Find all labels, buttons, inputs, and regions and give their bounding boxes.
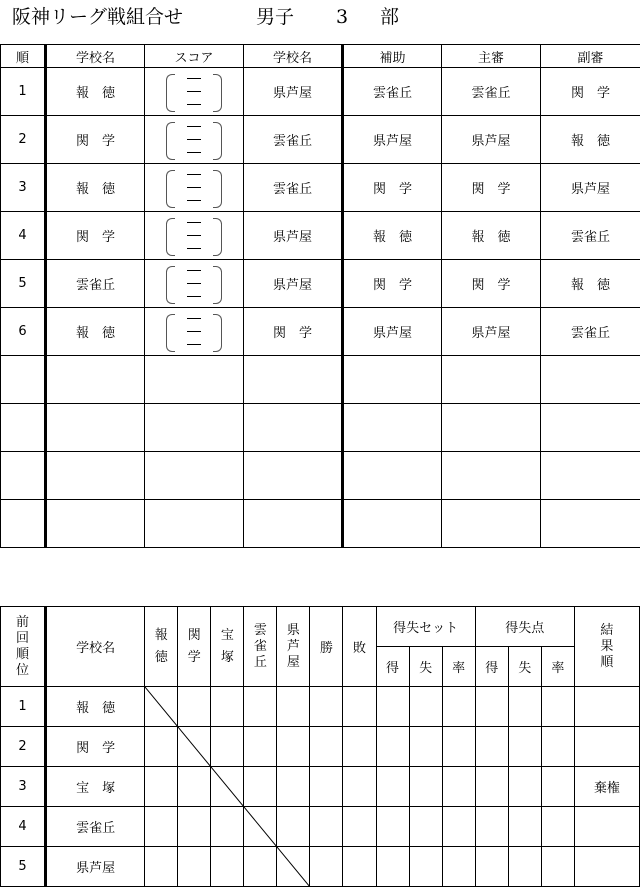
stat-cell — [475, 687, 508, 727]
empty-cell — [442, 500, 541, 548]
result-cell — [574, 847, 639, 887]
empty-cell — [343, 404, 442, 452]
right-bracket — [213, 314, 222, 352]
stat-cell — [376, 727, 409, 767]
schedule-empty-row — [1, 404, 640, 452]
schedule-row — [1, 212, 640, 260]
stat-cell — [508, 727, 541, 767]
schedule-sub: 雲雀丘 — [541, 212, 640, 260]
header-opponent-char: 県 — [286, 622, 300, 638]
score-cell — [145, 164, 244, 212]
header-point-diff: 得失点 — [475, 607, 574, 647]
self-match-cell — [145, 687, 178, 727]
header-sub-loss: 失 — [508, 647, 541, 687]
match-cell — [244, 727, 277, 767]
schedule-assist: 報 徳 — [343, 212, 442, 260]
self-match-cell — [244, 807, 277, 847]
stat-cell — [409, 727, 442, 767]
stat-cell — [376, 847, 409, 887]
standings-header-row-1 — [1, 607, 640, 647]
stat-cell — [343, 847, 376, 887]
schedule-chief: 関 学 — [442, 260, 541, 308]
score-dash — [187, 91, 201, 92]
gender-label: 男子 — [256, 6, 295, 28]
match-cell — [178, 767, 211, 807]
header-char: 順 — [600, 654, 614, 670]
schedule-row — [1, 116, 640, 164]
score-dash — [187, 222, 201, 223]
header-opponent — [145, 607, 178, 687]
stat-cell — [541, 727, 574, 767]
stat-cell — [343, 687, 376, 727]
header-school: 学校名 — [46, 607, 145, 687]
schedule-chief: 雲雀丘 — [442, 68, 541, 116]
score-dash — [187, 283, 201, 284]
schedule-sub: 雲雀丘 — [541, 308, 640, 356]
stat-cell — [442, 807, 475, 847]
empty-cell — [1, 404, 46, 452]
right-bracket — [213, 122, 222, 160]
empty-cell — [541, 500, 640, 548]
schedule-chief: 報 徳 — [442, 212, 541, 260]
prev-rank: 3 — [1, 767, 46, 807]
schedule-empty-row — [1, 452, 640, 500]
stat-cell — [508, 807, 541, 847]
empty-cell — [46, 500, 145, 548]
stat-cell — [475, 727, 508, 767]
stat-cell — [508, 767, 541, 807]
left-bracket — [166, 266, 175, 304]
score-dash — [187, 126, 201, 127]
empty-cell — [541, 404, 640, 452]
schedule-school-a: 報 徳 — [46, 68, 145, 116]
score-cell — [145, 116, 244, 164]
empty-cell — [145, 500, 244, 548]
stat-cell — [442, 727, 475, 767]
stat-cell — [310, 767, 343, 807]
stat-cell — [310, 847, 343, 887]
stat-cell — [541, 687, 574, 727]
match-cell — [211, 847, 244, 887]
header-opponent-char: 屋 — [286, 654, 300, 670]
stat-cell — [475, 807, 508, 847]
header-sub-rate: 率 — [442, 647, 475, 687]
schedule-school-a: 報 徳 — [46, 308, 145, 356]
stat-cell — [376, 807, 409, 847]
schedule-no: 3 — [1, 164, 46, 212]
match-cell — [145, 727, 178, 767]
header-opponent-char: 芦 — [286, 638, 300, 654]
score-bracket — [164, 72, 224, 112]
school-name: 報 徳 — [46, 687, 145, 727]
stat-cell — [310, 727, 343, 767]
empty-cell — [442, 356, 541, 404]
score-dash — [187, 318, 201, 319]
header-sub-loss: 失 — [409, 647, 442, 687]
right-bracket — [213, 218, 222, 256]
prev-rank: 5 — [1, 847, 46, 887]
match-cell — [244, 847, 277, 887]
stat-cell — [310, 687, 343, 727]
empty-cell — [343, 356, 442, 404]
standings-row — [1, 727, 640, 767]
score-dash — [187, 139, 201, 140]
schedule-school-a: 関 学 — [46, 116, 145, 164]
header-opponent-char: 報 — [154, 627, 168, 643]
header-opponent — [244, 607, 277, 687]
right-bracket — [213, 74, 222, 112]
standings-table — [0, 606, 640, 887]
schedule-row — [1, 68, 640, 116]
school-name: 雲雀丘 — [46, 807, 145, 847]
stat-cell — [310, 807, 343, 847]
self-match-cell — [211, 767, 244, 807]
stat-cell — [541, 847, 574, 887]
header-sub-gain: 得 — [376, 647, 409, 687]
header-char: 順 — [16, 646, 30, 662]
schedule-chief: 関 学 — [442, 164, 541, 212]
stat-cell — [409, 687, 442, 727]
score-dash — [187, 200, 201, 201]
score-dash — [187, 296, 201, 297]
empty-cell — [442, 452, 541, 500]
schedule-school-b: 県芦屋 — [244, 68, 343, 116]
header-school-a: 学校名 — [46, 45, 145, 68]
division-number: 3 — [336, 6, 349, 28]
stat-cell — [376, 767, 409, 807]
header-opponent — [178, 607, 211, 687]
empty-cell — [1, 356, 46, 404]
schedule-table — [0, 44, 640, 548]
header-chief: 主審 — [442, 45, 541, 68]
match-cell — [277, 727, 310, 767]
score-dash — [187, 78, 201, 79]
schedule-no: 5 — [1, 260, 46, 308]
header-opponent — [277, 607, 310, 687]
stat-cell — [442, 847, 475, 887]
empty-cell — [343, 500, 442, 548]
header-char: 前 — [16, 614, 30, 630]
empty-cell — [46, 356, 145, 404]
empty-cell — [46, 404, 145, 452]
standings-row — [1, 847, 640, 887]
match-cell — [277, 687, 310, 727]
header-opponent-char: 関 — [187, 627, 201, 643]
score-cell — [145, 212, 244, 260]
stat-cell — [475, 767, 508, 807]
header-opponent — [211, 607, 244, 687]
schedule-assist: 雲雀丘 — [343, 68, 442, 116]
stat-cell — [409, 807, 442, 847]
match-cell — [145, 767, 178, 807]
schedule-row — [1, 260, 640, 308]
header-opponent-char: 学 — [187, 649, 201, 665]
match-cell — [178, 807, 211, 847]
schedule-header-row — [1, 45, 640, 68]
result-cell: 棄権 — [574, 767, 639, 807]
header-char: 位 — [16, 662, 30, 678]
schedule-sub: 県芦屋 — [541, 164, 640, 212]
header-order: 順 — [1, 45, 46, 68]
diagonal-slash — [277, 847, 310, 887]
header-school-b: 学校名 — [244, 45, 343, 68]
schedule-no: 1 — [1, 68, 46, 116]
score-dash — [187, 270, 201, 271]
result-cell — [574, 807, 639, 847]
empty-cell — [46, 452, 145, 500]
schedule-sub: 報 徳 — [541, 116, 640, 164]
schedule-school-b: 雲雀丘 — [244, 164, 343, 212]
header-sub-rate: 率 — [541, 647, 574, 687]
stat-cell — [442, 767, 475, 807]
empty-cell — [343, 452, 442, 500]
schedule-school-a: 関 学 — [46, 212, 145, 260]
stat-cell — [442, 687, 475, 727]
school-name: 宝 塚 — [46, 767, 145, 807]
diagonal-slash — [178, 727, 211, 767]
schedule-row — [1, 308, 640, 356]
header-sub: 副審 — [541, 45, 640, 68]
match-cell — [277, 807, 310, 847]
stat-cell — [343, 767, 376, 807]
empty-cell — [541, 452, 640, 500]
schedule-school-b: 雲雀丘 — [244, 116, 343, 164]
match-cell — [211, 727, 244, 767]
score-dash — [187, 248, 201, 249]
schedule-assist: 関 学 — [343, 164, 442, 212]
header-win: 勝 — [310, 607, 343, 687]
score-cell — [145, 260, 244, 308]
header-opponent-char: 雲 — [253, 622, 267, 638]
header-result — [574, 607, 639, 687]
standings-row — [1, 807, 640, 847]
header-char: 果 — [600, 638, 614, 654]
header-opponent-char: 雀 — [253, 638, 267, 654]
match-cell — [211, 807, 244, 847]
header-char: 回 — [16, 630, 30, 646]
stat-cell — [475, 847, 508, 887]
left-bracket — [166, 218, 175, 256]
header-prev-rank — [1, 607, 46, 687]
match-cell — [178, 687, 211, 727]
header-loss: 敗 — [343, 607, 376, 687]
stat-cell — [343, 807, 376, 847]
header-set-diff: 得失セット — [376, 607, 475, 647]
prev-rank: 1 — [1, 687, 46, 727]
empty-cell — [244, 356, 343, 404]
score-dash — [187, 344, 201, 345]
score-dash — [187, 174, 201, 175]
match-cell — [145, 847, 178, 887]
prev-rank: 4 — [1, 807, 46, 847]
match-cell — [211, 687, 244, 727]
school-name: 県芦屋 — [46, 847, 145, 887]
result-cell — [574, 727, 639, 767]
left-bracket — [166, 314, 175, 352]
match-cell — [277, 767, 310, 807]
empty-cell — [442, 404, 541, 452]
schedule-school-b: 県芦屋 — [244, 260, 343, 308]
stat-cell — [508, 847, 541, 887]
right-bracket — [213, 170, 222, 208]
schedule-no: 6 — [1, 308, 46, 356]
schedule-chief: 県芦屋 — [442, 116, 541, 164]
schedule-school-a: 雲雀丘 — [46, 260, 145, 308]
empty-cell — [244, 452, 343, 500]
left-bracket — [166, 170, 175, 208]
schedule-sub: 関 学 — [541, 68, 640, 116]
self-match-cell — [178, 727, 211, 767]
header-opponent-char: 塚 — [220, 649, 234, 665]
schedule-row — [1, 164, 640, 212]
header-opponent-char: 丘 — [253, 654, 267, 670]
league-title: 阪神リーグ戦組合せ — [12, 6, 184, 28]
score-bracket — [164, 264, 224, 304]
schedule-assist: 関 学 — [343, 260, 442, 308]
empty-cell — [244, 404, 343, 452]
left-bracket — [166, 122, 175, 160]
empty-cell — [244, 500, 343, 548]
match-cell — [145, 807, 178, 847]
schedule-assist: 県芦屋 — [343, 308, 442, 356]
schedule-chief: 県芦屋 — [442, 308, 541, 356]
empty-cell — [145, 452, 244, 500]
stat-cell — [343, 727, 376, 767]
header-opponent-char: 宝 — [220, 627, 234, 643]
header-opponent-char: 徳 — [154, 649, 168, 665]
score-bracket — [164, 168, 224, 208]
score-bracket — [164, 216, 224, 256]
prev-rank: 2 — [1, 727, 46, 767]
stat-cell — [409, 847, 442, 887]
schedule-school-b: 関 学 — [244, 308, 343, 356]
empty-cell — [145, 404, 244, 452]
score-cell — [145, 68, 244, 116]
diagonal-slash — [244, 807, 277, 847]
schedule-empty-row — [1, 500, 640, 548]
header-score: スコア — [145, 45, 244, 68]
match-cell — [178, 847, 211, 887]
score-dash — [187, 235, 201, 236]
score-dash — [187, 187, 201, 188]
score-dash — [187, 331, 201, 332]
right-bracket — [213, 266, 222, 304]
schedule-sub: 報 徳 — [541, 260, 640, 308]
stat-cell — [541, 807, 574, 847]
stat-cell — [541, 767, 574, 807]
standings-row — [1, 767, 640, 807]
result-cell — [574, 687, 639, 727]
division-suffix: 部 — [380, 6, 400, 28]
score-bracket — [164, 120, 224, 160]
match-cell — [244, 767, 277, 807]
score-dash — [187, 152, 201, 153]
schedule-no: 4 — [1, 212, 46, 260]
left-bracket — [166, 74, 175, 112]
score-bracket — [164, 312, 224, 352]
empty-cell — [1, 500, 46, 548]
empty-cell — [145, 356, 244, 404]
diagonal-slash — [145, 687, 178, 727]
schedule-no: 2 — [1, 116, 46, 164]
schedule-school-b: 県芦屋 — [244, 212, 343, 260]
header-sub-gain: 得 — [475, 647, 508, 687]
header-char: 結 — [600, 622, 614, 638]
diagonal-slash — [211, 767, 244, 807]
stat-cell — [409, 767, 442, 807]
header-assist: 補助 — [343, 45, 442, 68]
schedule-assist: 県芦屋 — [343, 116, 442, 164]
standings-row — [1, 687, 640, 727]
schedule-empty-row — [1, 356, 640, 404]
self-match-cell — [277, 847, 310, 887]
score-cell — [145, 308, 244, 356]
empty-cell — [541, 356, 640, 404]
score-dash — [187, 104, 201, 105]
match-cell — [244, 687, 277, 727]
stat-cell — [376, 687, 409, 727]
schedule-school-a: 報 徳 — [46, 164, 145, 212]
school-name: 関 学 — [46, 727, 145, 767]
empty-cell — [1, 452, 46, 500]
stat-cell — [508, 687, 541, 727]
